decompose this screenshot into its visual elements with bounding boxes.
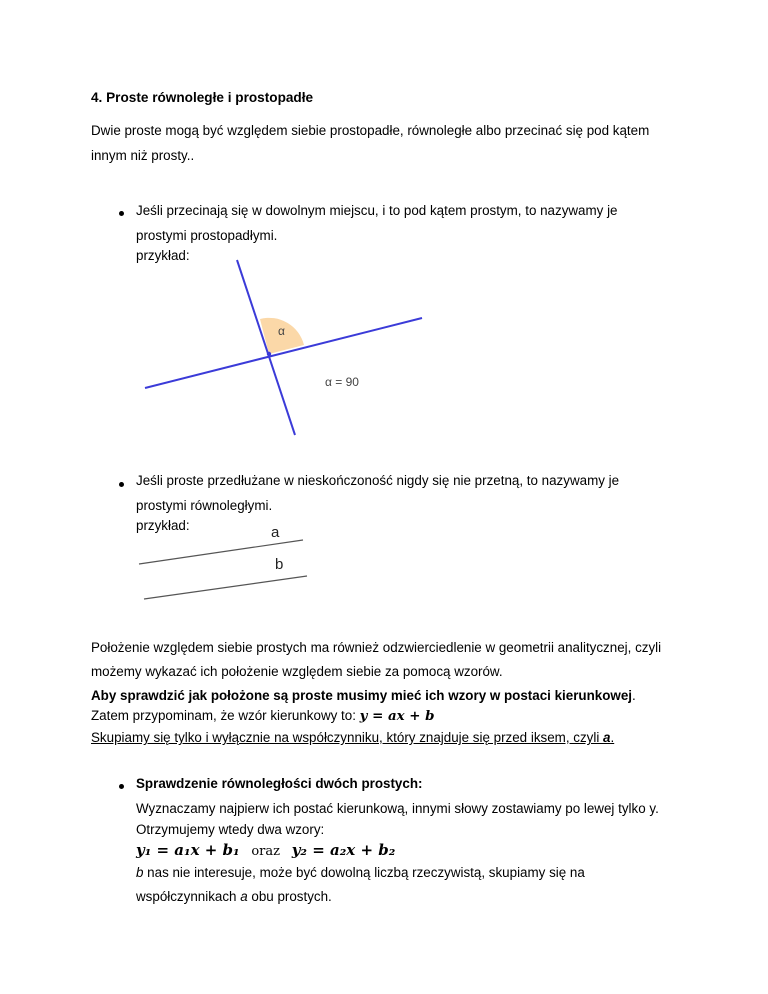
angle-symbol: α	[278, 324, 285, 338]
intro-line-1: Dwie proste mogą być względem siebie prostopadłe, równoległe albo przecinać się pod kątem	[91, 123, 650, 138]
formula-2: y₂ = a₂x + b₂	[291, 841, 396, 859]
bold-sentence: Aby sprawdzić jak położone są proste musimy mieć ich wzory w postaci kierunkowej.	[91, 688, 636, 703]
bullet2-line-2: prostymi równoległymi.	[136, 498, 273, 513]
label-b: b	[275, 556, 284, 573]
bullet1-line-1: Jeśli przecinają się w dowolnym miejscu, i to pod kątem prostym, to nazywamy je	[136, 203, 618, 218]
example-label: przykład:	[136, 518, 190, 533]
bullet-dot	[119, 211, 124, 216]
line-b	[144, 576, 307, 599]
note-line-2: współczynnikach a obu prostych.	[136, 889, 332, 904]
label-a: a	[271, 524, 280, 541]
bullet-dot	[119, 482, 124, 487]
bullet3-line-2: Otrzymujemy wtedy dwa wzory:	[136, 822, 325, 837]
angle-caption: α = 90	[325, 375, 359, 389]
parallel-lines-figure	[135, 520, 315, 605]
formulas-row	[136, 841, 395, 859]
para1-line-2: możemy wykazać ich położenie względem siebie za pomocą wzorów.	[91, 664, 503, 679]
bullet3-title: Sprawdzenie równoległości dwóch prostych:	[136, 776, 423, 791]
intersection-point	[267, 352, 271, 356]
formula-1: y₁ = a₁x + b₁	[136, 841, 240, 859]
bullet2-line-1: Jeśli proste przedłużane w nieskończoność nigdy się nie przetną, to nazywamy je	[136, 473, 620, 488]
section-title: 4. Proste równoległe i prostopadłe	[91, 90, 314, 105]
bullet-dot	[119, 784, 124, 789]
bullet1-line-2: prostymi prostopadłymi.	[136, 228, 278, 243]
formula-intro: Zatem przypominam, że wzór kierunkowy to: y = ax + b	[91, 708, 435, 724]
example-label: przykład:	[136, 248, 190, 263]
para1-line-1: Położenie względem siebie prostych ma również odzwierciedlenie w geometrii analitycznej, czyli	[91, 640, 662, 655]
note-line-1: b nas nie interesuje, może być dowolną liczbą rzeczywistą, skupiamy się na	[136, 865, 585, 880]
perpendicular-lines-figure	[140, 255, 440, 440]
formula-oraz: oraz	[251, 844, 280, 859]
underline-sentence: Skupiamy się tylko i wyłącznie na współczynniku, który znajduje się przed iksem, czyli a.	[91, 730, 615, 745]
intro-line-2: innym niż prosty..	[91, 148, 195, 163]
bullet3-line-1: Wyznaczamy najpierw ich postać kierunkową, innymi słowy zostawiamy po lewej tylko y.	[136, 801, 659, 816]
slope-formula: y = ax + b	[359, 708, 435, 724]
